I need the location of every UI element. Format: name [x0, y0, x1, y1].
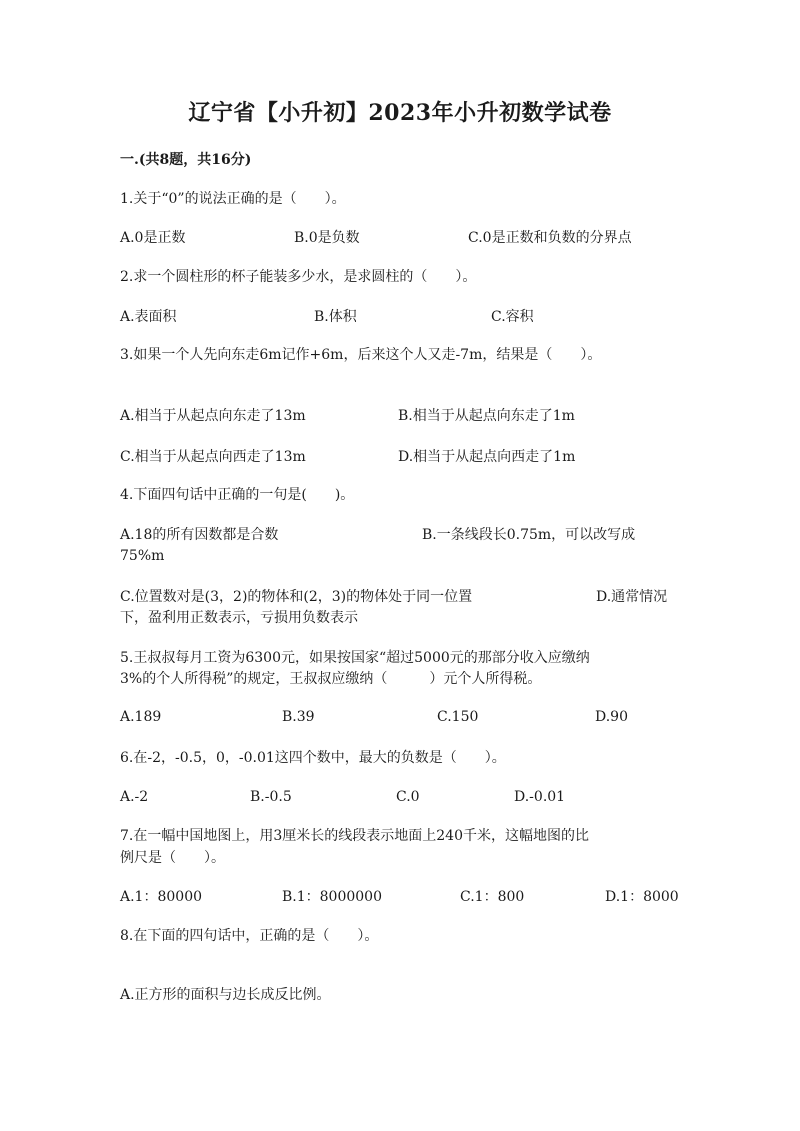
question-3-option-a[interactable]: A.相当于从起点向东走了13m: [120, 408, 306, 424]
question-1-option-c[interactable]: C.0是正数和负数的分界点: [468, 230, 632, 246]
page-title: 辽宁省【小升初】2023年小升初数学试卷: [188, 100, 612, 126]
question-1-option-a[interactable]: A.0是正数: [120, 230, 186, 246]
question-4-stem: 4.下面四句话中正确的一句是( )。: [120, 487, 355, 503]
question-6-option-c[interactable]: C.0: [396, 789, 420, 805]
question-6-option-b[interactable]: B.-0.5: [250, 789, 292, 805]
question-4-option-d[interactable]: D.通常情况: [596, 589, 668, 605]
question-3-option-b[interactable]: B.相当于从起点向东走了1m: [398, 408, 575, 424]
question-5-option-b[interactable]: B.39: [282, 709, 315, 725]
question-4-option-c[interactable]: C.位置数对是(3，2)的物体和(2，3)的物体处于同一位置: [120, 589, 473, 605]
question-5-option-c[interactable]: C.150: [437, 709, 479, 725]
question-6-stem: 6.在-2，-0.5，0，-0.01这四个数中，最大的负数是（ ）。: [120, 750, 506, 766]
question-3-option-d[interactable]: D.相当于从起点向西走了1m: [398, 449, 576, 465]
question-7-option-c[interactable]: C.1：800: [460, 889, 525, 905]
question-7-option-d[interactable]: D.1：8000: [605, 889, 679, 905]
question-2-option-b[interactable]: B.体积: [314, 309, 357, 325]
question-8-option-a[interactable]: A.正方形的面积与边长成反比例。: [120, 987, 331, 1003]
question-5-option-d[interactable]: D.90: [595, 709, 628, 725]
question-3-option-c[interactable]: C.相当于从起点向西走了13m: [120, 449, 306, 465]
question-4-option-b-continued: 75%m: [120, 548, 165, 564]
question-4-option-a[interactable]: A.18的所有因数都是合数: [120, 527, 279, 543]
question-7-stem: 7.在一幅中国地图上，用3厘米长的线段表示地面上240千米，这幅地图的比: [120, 828, 589, 844]
question-4-option-d-continued: 下，盈利用正数表示，亏损用负数表示: [120, 610, 358, 626]
question-5-stem: 5.王叔叔每月工资为6300元，如果按国家“超过5000元的那部分收入应缴纳: [120, 650, 590, 666]
question-4-option-b[interactable]: B.一条线段长0.75m，可以改写成: [422, 527, 636, 543]
question-2-stem: 2.求一个圆柱形的杯子能装多少水，是求圆柱的（ ）。: [120, 269, 477, 285]
question-7-stem-continued: 例尺是（ ）。: [120, 850, 225, 866]
question-1-stem: 1.关于“0”的说法正确的是（ ）。: [120, 191, 346, 207]
section-heading: 一.(共8题，共16分): [120, 152, 252, 168]
question-1-option-b[interactable]: B.0是负数: [294, 230, 360, 246]
question-7-option-b[interactable]: B.1：8000000: [282, 889, 382, 905]
question-8-stem: 8.在下面的四句话中，正确的是（ ）。: [120, 928, 379, 944]
question-6-option-d[interactable]: D.-0.01: [514, 789, 566, 805]
question-3-stem: 3.如果一个人先向东走6m记作+6m，后来这个人又走-7m，结果是（ ）。: [120, 347, 602, 363]
question-7-option-a[interactable]: A.1：80000: [120, 889, 203, 905]
question-2-option-c[interactable]: C.容积: [491, 309, 534, 325]
question-5-option-a[interactable]: A.189: [120, 709, 162, 725]
question-6-option-a[interactable]: A.-2: [120, 789, 149, 805]
question-5-stem-continued: 3%的个人所得税”的规定，王叔叔应缴纳（ ）元个人所得税。: [120, 671, 542, 687]
question-2-option-a[interactable]: A.表面积: [120, 309, 177, 325]
